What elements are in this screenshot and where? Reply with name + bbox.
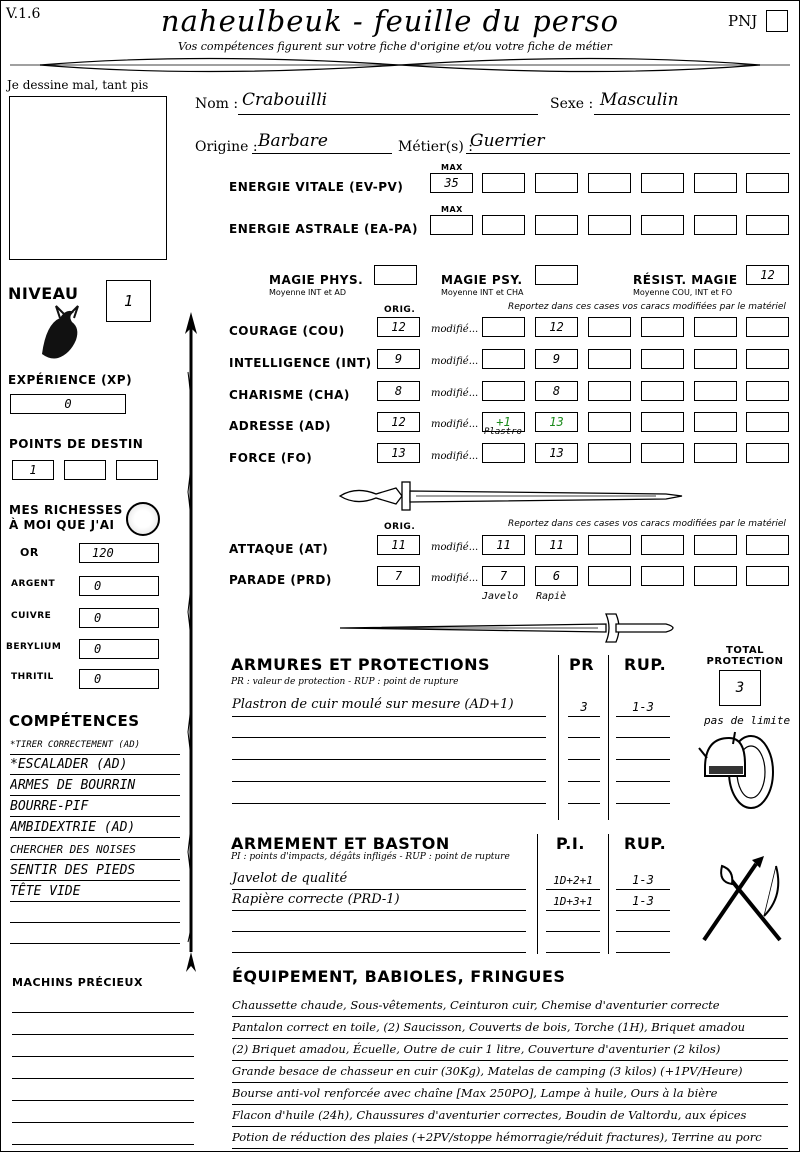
machins-line[interactable]	[12, 1034, 194, 1035]
berylium-label: BERYLIUM	[6, 642, 62, 652]
niveau-label: NIVEAU	[8, 284, 79, 303]
carac-mod-box[interactable]: 8	[535, 381, 578, 401]
carac-mod-box[interactable]	[746, 443, 789, 463]
competence-item[interactable]: *ESCALADER (AD)	[10, 755, 180, 775]
carac-mod-box[interactable]	[588, 443, 631, 463]
carac-mod-box[interactable]	[746, 349, 789, 369]
carac-mod-box[interactable]	[746, 317, 789, 337]
arme-name[interactable]	[232, 913, 526, 932]
spear-divider-icon	[180, 312, 202, 972]
competence-item[interactable]: SENTIR DES PIEDS	[10, 861, 180, 881]
resist-magie-note: Moyenne COU, INT et FO	[633, 288, 733, 297]
carac-mod-box[interactable]	[588, 412, 631, 432]
modif-label: modifié...	[431, 573, 479, 584]
carac-mod-box[interactable]: 13	[535, 412, 578, 432]
arme-rup[interactable]	[616, 913, 670, 932]
carac-orig-box[interactable]: 12	[377, 412, 420, 432]
arme-rup[interactable]	[616, 934, 670, 953]
argent-label: ARGENT	[11, 579, 56, 589]
sheet-subtitle: Vos compétences figurent sur votre fiche d'origine et/ou votre fiche de métier	[178, 40, 612, 53]
combat-note: Reportez dans ces cases vos caracs modifiées par le matériel	[508, 519, 786, 529]
modif-label: modifié...	[431, 356, 479, 367]
arme-pi[interactable]	[546, 934, 600, 953]
carac-label: COURAGE (COU)	[229, 324, 345, 338]
magie-psy-box[interactable]	[535, 265, 578, 285]
machins-line[interactable]	[12, 1122, 194, 1123]
carac-mod-box[interactable]	[641, 412, 684, 432]
magie-psy-label: MAGIE PSY.	[441, 273, 523, 287]
arme-rup[interactable]: 1-3	[616, 871, 670, 890]
competences-label: COMPÉTENCES	[9, 712, 140, 730]
modif-label: modifié...	[431, 324, 479, 335]
carac-mod-box[interactable]	[746, 412, 789, 432]
carac-orig-box[interactable]: 13	[377, 443, 420, 463]
armure-name[interactable]	[232, 718, 546, 738]
ev-label: ENERGIE VITALE (EV-PV)	[229, 180, 404, 194]
magie-psy-note: Moyenne INT et CHA	[441, 288, 524, 297]
carac-mod-box[interactable]	[694, 317, 737, 337]
combat-mod-box[interactable]	[746, 535, 789, 555]
caracs-note: Reportez dans ces cases vos caracs modifiées par le matériel	[508, 302, 786, 312]
resist-magie-box[interactable]: 12	[746, 265, 789, 285]
caracs-orig-label: ORIG.	[384, 305, 416, 315]
rup-header: RUP.	[624, 655, 667, 674]
armure-pr[interactable]: 3	[568, 697, 600, 717]
armure-rup[interactable]	[616, 784, 670, 804]
carac-label: CHARISME (CHA)	[229, 388, 350, 402]
ea-box[interactable]	[694, 215, 737, 235]
carac-mod-box[interactable]	[694, 412, 737, 432]
combat-mod-box[interactable]	[588, 566, 631, 586]
equipement-line[interactable]: Chaussette chaude, Sous-vêtements, Ceinturon cuir, Chemise d'aventurier correcte	[232, 995, 788, 1017]
carac-mod-box[interactable]	[641, 381, 684, 401]
ev-max-label: MAX	[441, 163, 463, 172]
equipement-line[interactable]: Bourse anti-vol renforcée avec chaîne [Max 250PO], Lampe à huile, Ours à la bière	[232, 1083, 788, 1105]
weapons-icon	[694, 856, 790, 948]
sword-icon	[336, 478, 686, 514]
carac-orig-box[interactable]: 12	[377, 317, 420, 337]
richesses-label-2: À MOI QUE J'AI	[9, 518, 115, 532]
dragon-icon	[36, 304, 82, 362]
carac-mod-box[interactable]	[482, 443, 525, 463]
column-divider	[537, 834, 538, 954]
competence-item[interactable]: *TIRER CORRECTEMENT (AD)	[10, 735, 180, 755]
armement-label: ARMEMENT ET BASTON	[231, 834, 450, 853]
combat-orig-box[interactable]: 11	[377, 535, 420, 555]
metier-line	[466, 153, 790, 154]
ev-box[interactable]	[588, 173, 631, 193]
combat-mod-note: Javelo	[482, 591, 519, 602]
ev-box[interactable]	[694, 173, 737, 193]
arme-name[interactable]: Rapière correcte (PRD-1)	[232, 892, 526, 911]
carac-mod-box[interactable]: 13	[535, 443, 578, 463]
carac-mod-box[interactable]	[694, 381, 737, 401]
equipement-line[interactable]: Pantalon correct en toile, (2) Saucisson, Couverts de bois, Torche (1H), Briquet amadou	[232, 1017, 788, 1039]
modif-label: modifié...	[431, 419, 479, 430]
machins-line[interactable]	[12, 1056, 194, 1057]
column-divider	[608, 834, 609, 954]
combat-mod-box[interactable]	[746, 566, 789, 586]
ea-box[interactable]	[641, 215, 684, 235]
carac-mod-box[interactable]	[641, 443, 684, 463]
competence-item[interactable]: AMBIDEXTRIE (AD)	[10, 818, 180, 838]
competence-item[interactable]	[10, 924, 180, 944]
ea-label: ENERGIE ASTRALE (EA-PA)	[229, 222, 418, 236]
modif-label: modifié...	[431, 388, 479, 399]
ea-box[interactable]	[746, 215, 789, 235]
armure-pr[interactable]	[568, 718, 600, 738]
armure-name[interactable]	[232, 762, 546, 782]
metier-value[interactable]: Guerrier	[470, 131, 545, 151]
argent-box[interactable]: 0	[79, 576, 159, 596]
portrait-caption: Je dessine mal, tant pis	[7, 78, 149, 92]
armure-rup[interactable]	[616, 740, 670, 760]
pr-header: PR	[569, 655, 595, 674]
ornament-divider	[0, 52, 800, 78]
ev-max-box[interactable]: 35	[430, 173, 473, 193]
armement-note: PI : points d'impacts, dégâts infligés - RUP : point de rupture	[231, 852, 510, 862]
carac-mod-box[interactable]	[588, 317, 631, 337]
magie-phys-box[interactable]	[374, 265, 417, 285]
sexe-label: Sexe :	[550, 96, 594, 112]
helmet-shield-icon	[695, 728, 777, 812]
armure-pr[interactable]	[568, 740, 600, 760]
carac-mod-box[interactable]	[482, 317, 525, 337]
arme-pi[interactable]	[546, 913, 600, 932]
combat-mod-box[interactable]	[641, 535, 684, 555]
column-divider	[608, 655, 609, 820]
modif-label: modifié...	[431, 451, 479, 462]
coin-icon	[126, 502, 160, 536]
sexe-line	[594, 114, 790, 115]
carac-orig-box[interactable]: 9	[377, 349, 420, 369]
combat-orig-box[interactable]: 7	[377, 566, 420, 586]
ev-box[interactable]	[641, 173, 684, 193]
arme-rup[interactable]: 1-3	[616, 892, 670, 911]
machins-label: MACHINS PRÉCIEUX	[12, 976, 143, 989]
armure-rup[interactable]	[616, 718, 670, 738]
combat-mod-box[interactable]	[641, 566, 684, 586]
carac-mod-box[interactable]	[482, 349, 525, 369]
combat-mod-box[interactable]	[588, 535, 631, 555]
column-divider	[558, 655, 559, 820]
machins-line[interactable]	[12, 1078, 194, 1079]
magie-phys-note: Moyenne INT et AD	[269, 288, 347, 297]
cuivre-label: CUIVRE	[11, 611, 52, 621]
carac-mod-box[interactable]: +1	[482, 412, 525, 432]
thritil-label: THRITIL	[11, 672, 54, 682]
ea-box[interactable]	[482, 215, 525, 235]
sword-icon	[336, 610, 686, 646]
sheet-title: naheulbeuk - feuille du perso	[160, 4, 620, 38]
or-box[interactable]: 120	[79, 543, 159, 563]
competence-item[interactable]: ARMES DE BOURRIN	[10, 776, 180, 796]
nom-line	[238, 114, 538, 115]
rup-header: RUP.	[624, 834, 667, 853]
total-protection-box[interactable]: 3	[719, 670, 761, 706]
ev-box[interactable]	[482, 173, 525, 193]
armure-name[interactable]	[232, 784, 546, 804]
arme-name[interactable]	[232, 934, 526, 953]
metier-label: Métier(s) :	[398, 139, 473, 155]
berylium-box[interactable]: 0	[79, 639, 159, 659]
ea-box[interactable]	[535, 215, 578, 235]
ea-max-box[interactable]	[430, 215, 473, 235]
destin-box[interactable]	[64, 460, 106, 480]
armures-note: PR : valeur de protection - RUP : point de rupture	[231, 677, 459, 687]
arme-name[interactable]: Javelot de qualité	[232, 871, 526, 890]
combat-label: PARADE (PRD)	[229, 573, 332, 587]
modif-label: modifié...	[431, 542, 479, 553]
carac-mod-box[interactable]	[641, 317, 684, 337]
equipement-line[interactable]: Grande besace de chasseur en cuir (30Kg), Matelas de camping (3 kilos) (+1PV/Heure)	[232, 1061, 788, 1083]
cuivre-box[interactable]: 0	[79, 608, 159, 628]
carac-mod-box[interactable]	[694, 349, 737, 369]
carac-mod-box[interactable]	[694, 443, 737, 463]
sexe-value[interactable]: Masculin	[600, 90, 679, 110]
carac-mod-box[interactable]	[588, 381, 631, 401]
equipement-label: ÉQUIPEMENT, BABIOLES, FRINGUES	[232, 967, 566, 986]
ev-box[interactable]	[535, 173, 578, 193]
magie-phys-label: MAGIE PHYS.	[269, 273, 364, 287]
competence-item[interactable]: BOURRE-PIF	[10, 797, 180, 817]
xp-box[interactable]: 0	[10, 394, 126, 414]
total-protection-label: TOTAL PROTECTION	[706, 645, 784, 667]
thritil-box[interactable]: 0	[79, 669, 159, 689]
armure-rup[interactable]: 1-3	[616, 697, 670, 717]
destin-label: POINTS DE DESTIN	[9, 437, 144, 451]
armures-label: ARMURES ET PROTECTIONS	[231, 655, 490, 674]
competence-item[interactable]: CHERCHER DES NOISES	[10, 840, 180, 860]
machins-line[interactable]	[12, 1012, 194, 1013]
equipement-line[interactable]: (2) Briquet amadou, Écuelle, Outre de cuir 1 litre, Couverture d'aventurier (2 kilos)	[232, 1039, 788, 1061]
niveau-box[interactable]: 1	[106, 280, 151, 322]
arme-pi[interactable]: 1D+3+1	[546, 892, 600, 911]
combat-mod-box[interactable]	[694, 535, 737, 555]
equipement-line[interactable]: Flacon d'huile (24h), Chaussures d'aventurier correctes, Boudin de Valtordu, aux épices	[232, 1105, 788, 1127]
armure-name[interactable]: Plastron de cuir moulé sur mesure (AD+1)	[232, 697, 546, 717]
nom-value[interactable]: Crabouilli	[242, 90, 328, 110]
combat-mod-note: Rapiè	[536, 591, 567, 602]
combat-mod-box[interactable]: 6	[535, 566, 578, 586]
carac-mod-note: Plastro	[484, 427, 522, 437]
machins-line[interactable]	[12, 1100, 194, 1101]
ea-box[interactable]	[588, 215, 631, 235]
origine-line	[252, 153, 392, 154]
carac-mod-box[interactable]: 9	[535, 349, 578, 369]
carac-mod-box[interactable]	[641, 349, 684, 369]
machins-line[interactable]	[12, 1144, 194, 1145]
ev-box[interactable]	[746, 173, 789, 193]
carac-label: FORCE (FO)	[229, 451, 313, 465]
nom-label: Nom :	[195, 96, 239, 112]
resist-magie-label: RÉSIST. MAGIE	[633, 273, 738, 287]
combat-mod-box[interactable]: 11	[482, 535, 525, 555]
competence-item[interactable]	[10, 903, 180, 923]
version-label: V.1.6	[6, 6, 41, 22]
carac-mod-box[interactable]	[746, 381, 789, 401]
combat-orig-label: ORIG.	[384, 522, 416, 532]
armure-name[interactable]	[232, 740, 546, 760]
carac-label: ADRESSE (AD)	[229, 419, 332, 433]
origine-value[interactable]: Barbare	[258, 131, 328, 151]
pas-de-limite-label: pas de limite	[704, 714, 791, 727]
carac-label: INTELLIGENCE (INT)	[229, 356, 372, 370]
pnj-label: PNJ	[728, 12, 758, 30]
combat-mod-box[interactable]	[694, 566, 737, 586]
carac-mod-box[interactable]	[482, 381, 525, 401]
ea-max-label: MAX	[441, 205, 463, 214]
destin-box[interactable]	[116, 460, 158, 480]
armure-pr[interactable]	[568, 784, 600, 804]
pi-header: P.I.	[556, 834, 585, 853]
carac-mod-box[interactable]: 12	[535, 317, 578, 337]
competence-item[interactable]: TÊTE VIDE	[10, 882, 180, 902]
combat-mod-box[interactable]: 7	[482, 566, 525, 586]
equipement-line[interactable]: Potion de réduction des plaies (+2PV/stoppe hémorragie/réduit fractures), Terrine au porc	[232, 1127, 788, 1149]
pnj-checkbox[interactable]	[766, 10, 788, 32]
arme-pi[interactable]: 1D+2+1	[546, 871, 600, 890]
armure-pr[interactable]	[568, 762, 600, 782]
carac-orig-box[interactable]: 8	[377, 381, 420, 401]
or-label: OR	[20, 546, 39, 559]
armure-rup[interactable]	[616, 762, 670, 782]
combat-label: ATTAQUE (AT)	[229, 542, 329, 556]
origine-label: Origine :	[195, 139, 258, 155]
destin-box[interactable]: 1	[12, 460, 54, 480]
portrait-box[interactable]	[9, 96, 167, 260]
combat-mod-box[interactable]: 11	[535, 535, 578, 555]
xp-label: EXPÉRIENCE (XP)	[8, 373, 133, 387]
richesses-label: MES RICHESSES	[9, 503, 123, 517]
carac-mod-box[interactable]	[588, 349, 631, 369]
